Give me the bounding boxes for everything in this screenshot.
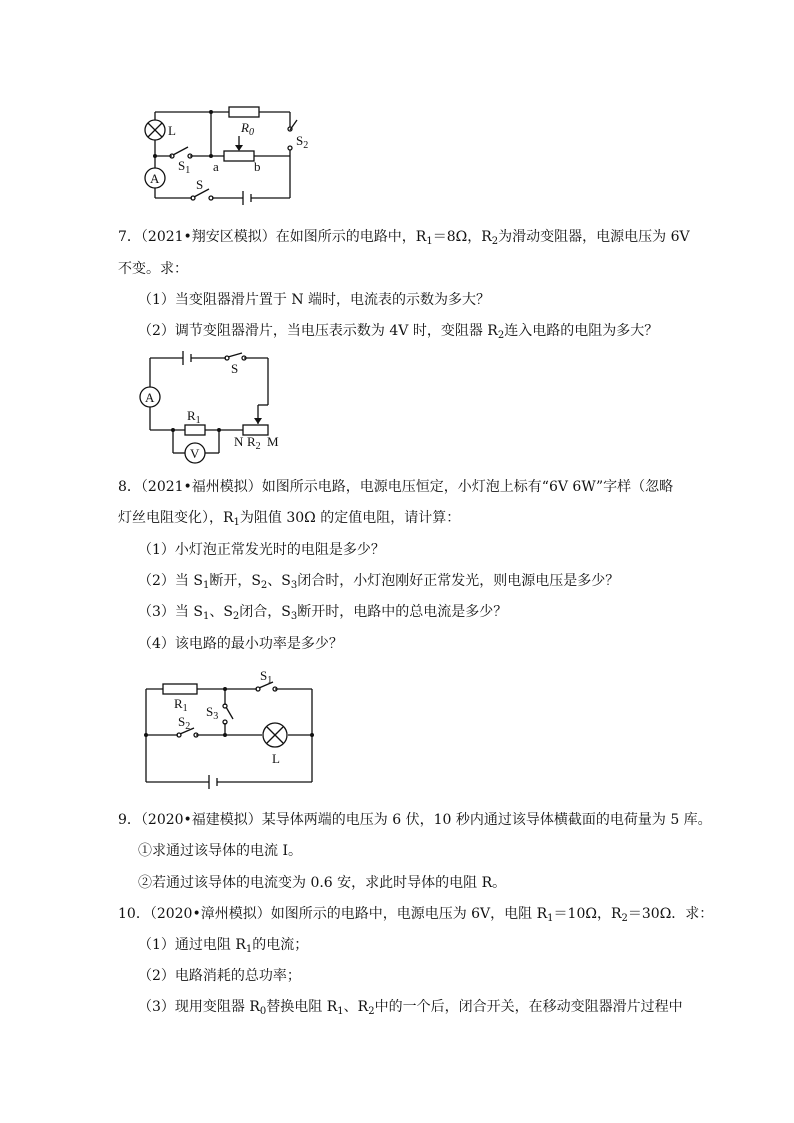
resistor-icon bbox=[163, 684, 197, 694]
n-label: N bbox=[234, 434, 244, 449]
s-label: S bbox=[196, 177, 204, 192]
s1-label: $S_1$ bbox=[178, 158, 191, 176]
lamp-icon bbox=[263, 723, 287, 747]
q9-line-1: 9．（2020•福建模拟）某导体两端的电压为 6 伏，10 秒内通过该导体横截面的电荷量为 5 库。 bbox=[118, 812, 712, 828]
q10-part-3: （3）现用变阻器 $R_0$替换电阻 $R_1$、$R_2$中的一个后，闭合开关，在移动变阻器滑片过程中 bbox=[138, 999, 683, 1017]
q10-part-2: （2）电路消耗的总功率； bbox=[138, 968, 301, 984]
s3-label: $S_3$ bbox=[206, 704, 219, 722]
voltmeter-label: V bbox=[190, 446, 200, 461]
ammeter-label: A bbox=[145, 390, 155, 405]
r1-label: $R_1$ bbox=[187, 408, 201, 426]
q8-part-1: （1）小灯泡正常发光时的电阻是多少？ bbox=[138, 542, 385, 558]
ammeter-label: A bbox=[150, 171, 160, 186]
q8-part-3: （3）当 $S_1$、$S_2$闭合，$S_3$断开时，电路中的总电流是多少？ bbox=[138, 604, 508, 622]
q8-line-2: 灯丝电阻变化），$R_1$为阻值 30Ω 的定值电阻，请计算： bbox=[118, 510, 461, 528]
q10-line-1: 10．（2020•漳州模拟）如图所示的电路中，电源电压为 6V，电阻 $R_1=10\Omega$，$R_2=30\Omega$．求： bbox=[118, 906, 714, 924]
s2-label: $S_2$ bbox=[178, 714, 191, 732]
r2-label: $R_2$ bbox=[247, 434, 261, 452]
a-label: a bbox=[213, 159, 219, 174]
lamp-label: L bbox=[272, 751, 280, 766]
battery-icon bbox=[209, 775, 217, 789]
s1-label: $S_1$ bbox=[260, 668, 273, 686]
s2-label: $S_2$ bbox=[296, 133, 309, 151]
q8-line-1: 8．（2021•福州模拟）如图所示电路，电源电压恒定，小灯泡上标有“6V 6W”字样（忽略 bbox=[118, 479, 674, 495]
r0-label: $R_0$ bbox=[241, 120, 254, 138]
q7-part-1: （1）当变阻器滑片置于 N 端时，电流表的示数为多大？ bbox=[138, 292, 491, 308]
q7-line-2: 不变。求： bbox=[118, 261, 188, 277]
q8-part-2: （2）当 $S_1$断开，$S_2$、$S_3$闭合时，小灯泡刚好正常发光，则电源电压是多少？ bbox=[138, 573, 620, 591]
s-label: S bbox=[231, 361, 239, 376]
q9-part-1: ①求通过该导体的电流 I。 bbox=[138, 843, 302, 859]
switch-icon bbox=[223, 704, 233, 724]
q8-part-4: （4）该电路的最小功率是多少？ bbox=[138, 636, 343, 652]
r1-label: $R_1$ bbox=[174, 696, 188, 714]
b-label: b bbox=[254, 159, 261, 174]
q10-part-1: （1）通过电阻 $R_1$的电流； bbox=[138, 937, 309, 955]
q9-part-2: ②若通过该导体的电流变为 0.6 安，求此时导体的电阻 R。 bbox=[138, 875, 507, 891]
m-label: M bbox=[267, 434, 279, 449]
lamp-label: L bbox=[168, 123, 176, 138]
q7-line-1: 7．（2021•翔安区模拟）在如图所示的电路中，$R_1=8\Omega$，$R_2$为滑动变阻器，电源电压为 6V bbox=[118, 229, 690, 247]
q7-part-2: （2）调节变阻器滑片，当电压表示数为 4V 时，变阻器 $R_2$连入电路的电阻为多大？ bbox=[138, 323, 659, 341]
